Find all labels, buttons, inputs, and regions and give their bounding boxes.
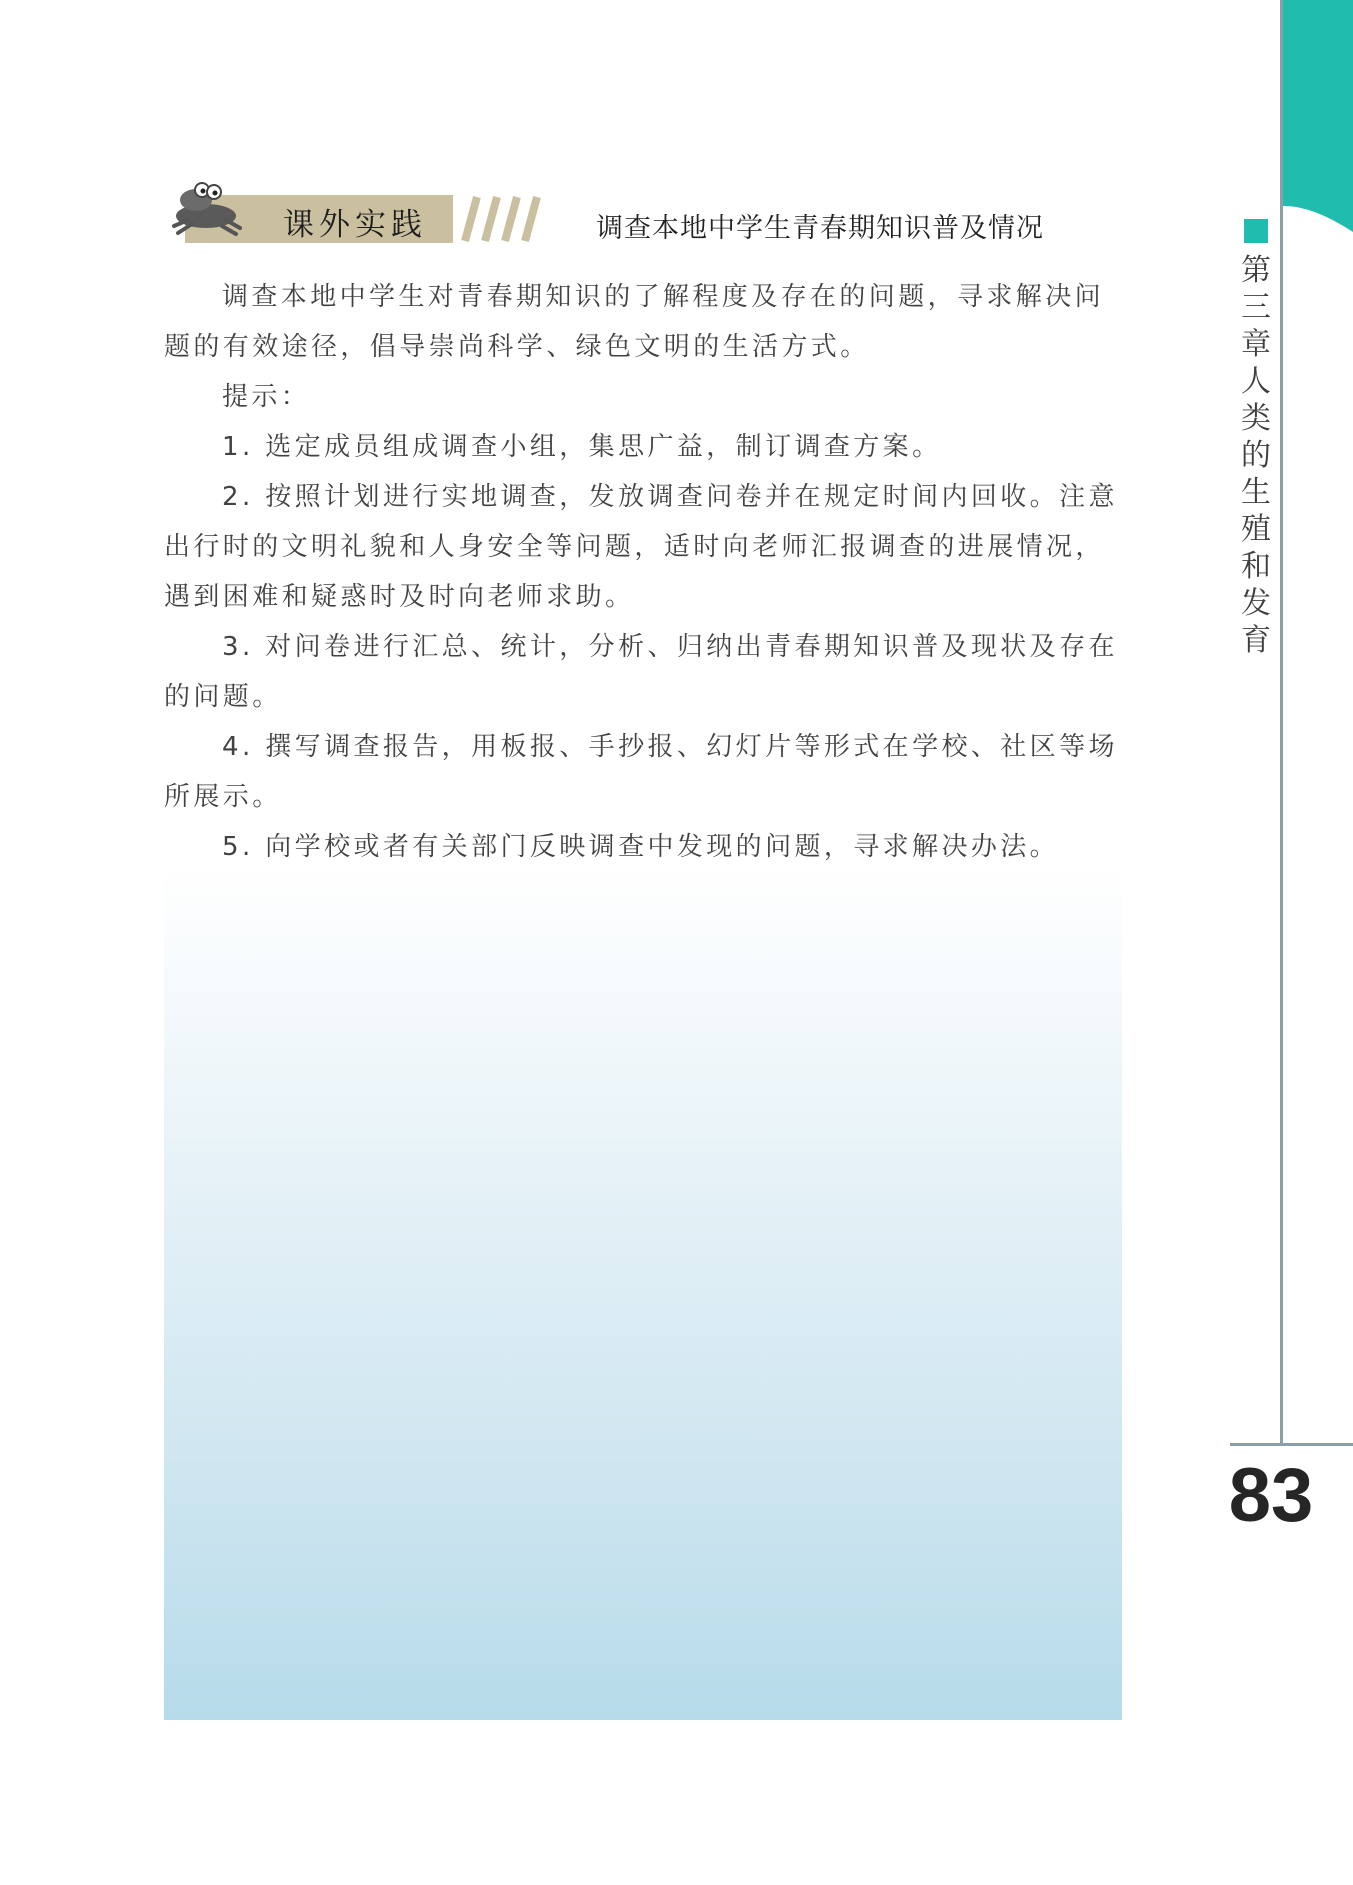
step-item: 2. 按照计划进行实地调查，发放调查问卷并在规定时间内回收。注意出行时的文明礼貌和人身安全等问题，适时向老师汇报调查的进展情况，遇到困难和疑惑时及时向老师求助。 [164,482,1118,612]
chapter-strip-line [1280,0,1283,1446]
slash-stripes-icon [455,195,543,243]
page-number: 83 [1228,1453,1314,1538]
chapter-title: 第三章 人类的生殖和发育 [1241,253,1271,658]
hint-label: 提示： [222,382,311,412]
section-label: 课外实践 [283,207,427,243]
intro-paragraph: 调查本地中学生对青春期知识的了解程度及存在的问题，寻求解决问题的有效途径，倡导崇尚科学、绿色文明的生活方式。 [164,282,1105,362]
step-item: 3. 对问卷进行汇总、统计，分析、归纳出青春期知识普及现状及存在的问题。 [164,632,1118,712]
step-item: 1. 选定成员组成调查小组，集思广益，制订调查方案。 [222,432,942,462]
step-item: 4. 撰写调查报告，用板报、手抄报、幻灯片等形式在学校、社区等场所展示。 [164,732,1118,812]
activity-content [164,272,1122,872]
page-number-rule [1230,1443,1353,1446]
chapter-marker-icon [1244,219,1268,243]
section-subtitle: 调查本地中学生青春期知识普及情况 [596,213,1044,244]
chapter-tab-decoration [1282,0,1353,232]
step-item: 5. 向学校或者有关部门反映调查中发现的问题，寻求解决办法。 [222,832,1060,862]
frog-mascot-icon [166,178,246,238]
writing-area-panel [164,868,1122,1720]
